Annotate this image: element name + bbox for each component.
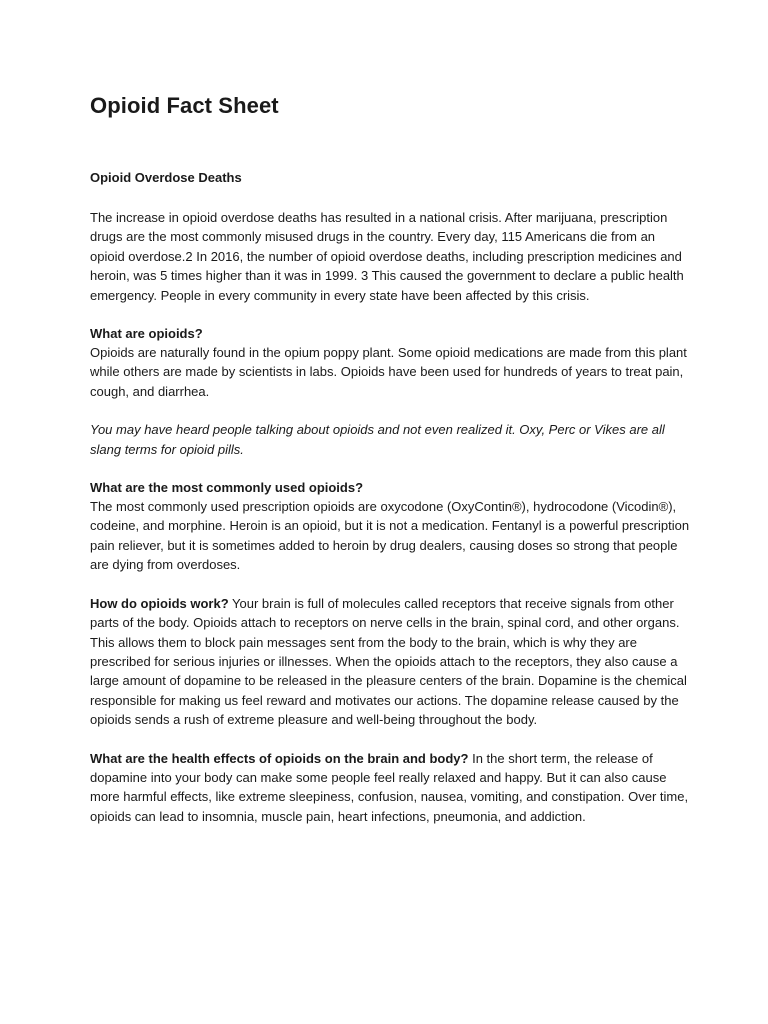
paragraph-overdose-deaths: The increase in opioid overdose deaths has resulted in a national crisis. After marijuana, prescription drugs are the most commonly misused drugs in the country. Every day, 115 Americans die from an opioid overdose.2 In 2016, the number of opioid overdose deaths, including prescription medicines and heroin, was 5 times higher than it was in 1999. 3 This caused the government to declare a public health emergency. People in every community in every state have been affected by this crisis. <box>90 210 684 303</box>
text-how-opioids-work: Your brain is full of molecules called receptors that receive signals from other parts of the body. Opioids attach to receptors on nerve cells in the brain, spinal cord, and other organs. This allows them to block pain messages sent from the body to the brain, which is why they are prescribed for serious injuries or illnesses. When the opioids attach to the receptors, they also cause a large amount of dopamine to be released in the pleasure centers of the brain. Dopamine is the chemical responsible for making us feel reward and motivates our actions. The dopamine release caused by the opioids sends a rush of extreme pleasure and well-being throughout the body. <box>90 595 687 728</box>
document-page <box>90 90 690 826</box>
section-heading-most-common-opioids: What are the most commonly used opioids? <box>90 480 364 496</box>
paragraph-what-are-opioids: Opioids are naturally found in the opium poppy plant. Some opioid medications are made from this plant while others are made by scientists in labs. Opioids have been used for hundreds of years to treat pain, cough, and diarrhea. <box>90 345 687 399</box>
inline-heading-health-effects: What are the health effects of opioids on the brain and body? <box>90 750 469 766</box>
page-title: Opioid Fact Sheet <box>90 93 279 118</box>
paragraph-how-opioids-work <box>90 594 690 730</box>
section-heading-overdose-deaths: Opioid Overdose Deaths <box>90 170 242 185</box>
paragraph-health-effects <box>90 749 690 827</box>
section-heading-what-are-opioids: What are opioids? <box>90 326 203 342</box>
inline-heading-how-opioids-work: How do opioids work? <box>90 595 229 611</box>
text-health-effects: In the short term, the release of dopamine into your body can make some people feel really relaxed and happy. But it can also cause more harmful effects, like extreme sleepiness, confusion, nausea, vomiting, and constipation. Over time, opioids can lead to insomnia, muscle pain, heart infections, pneumonia, and addiction. <box>90 750 689 824</box>
paragraph-most-common-opioids: The most commonly used prescription opioids are oxycodone (OxyContin®), hydrocodone (Vicodin®), codeine, and morphine. Heroin is an opioid, but it is not a medication. Fentanyl is a powerful prescription pain reliever, but it is sometimes added to heroin by drug dealers, causing doses so strong that people are dying from overdoses. <box>90 499 690 573</box>
paragraph-slang-note: You may have heard people talking about opioids and not even realized it. Oxy, Perc or Vikes are all slang terms for opioid pills. <box>90 422 665 457</box>
